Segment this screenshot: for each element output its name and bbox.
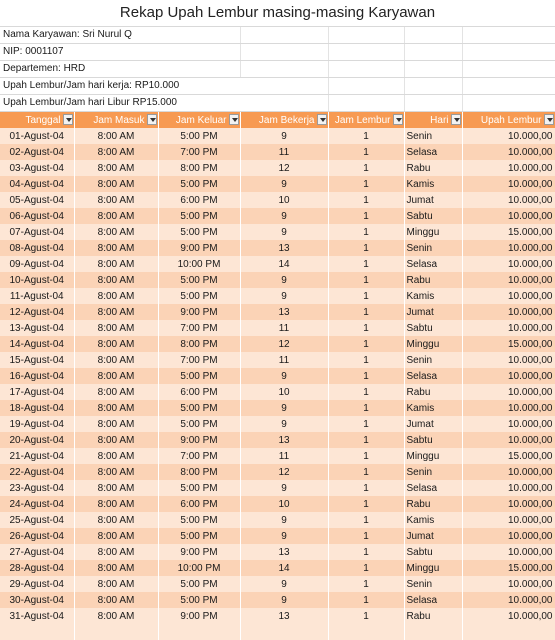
table-row [0,544,555,560]
cell-jam-keluar[interactable]: 5:00 PM [158,288,240,304]
cell-tanggal[interactable]: 25-Agust-04 [0,512,74,528]
cell-tanggal[interactable]: 06-Agust-04 [0,208,74,224]
cell-upah-lembur[interactable]: 15.000,00 [462,448,555,464]
table-row [0,608,555,624]
cell-jam-masuk[interactable]: 8:00 AM [74,512,158,528]
cell-jam-keluar[interactable]: 5:00 PM [158,272,240,288]
cell-jam-keluar[interactable]: 6:00 PM [158,384,240,400]
empty-cell[interactable] [240,624,328,640]
cell-jam-lembur[interactable]: 1 [328,432,404,448]
cell-hari[interactable]: Senin [404,128,462,144]
employee-nip-text: NIP: 0001107 [3,46,64,57]
cell-tanggal[interactable]: 03-Agust-04 [0,160,74,176]
cell-jam-lembur[interactable]: 1 [328,512,404,528]
cell-upah-lembur[interactable]: 10.000,00 [462,496,555,512]
table-row [0,448,555,464]
cell-hari[interactable]: Jumat [404,416,462,432]
cell-tanggal[interactable]: 08-Agust-04 [0,240,74,256]
empty-cell[interactable] [462,624,555,640]
table-header-row [0,112,555,128]
cell-jam-keluar[interactable]: 5:00 PM [158,576,240,592]
filter-dropdown-icon[interactable] [393,114,403,125]
cell-jam-lembur[interactable]: 1 [328,592,404,608]
cell-upah-lembur[interactable]: 10.000,00 [462,592,555,608]
cell-upah-lembur[interactable]: 10.000,00 [462,192,555,208]
table-row [0,384,555,400]
cell-hari[interactable]: Senin [404,352,462,368]
cell-tanggal[interactable]: 01-Agust-04 [0,128,74,144]
filter-dropdown-icon[interactable] [317,114,327,125]
table-row [0,160,555,176]
cell-hari[interactable]: Minggu [404,448,462,464]
cell-upah-lembur[interactable]: 10.000,00 [462,432,555,448]
cell-jam-masuk[interactable]: 8:00 AM [74,400,158,416]
cell-jam-keluar[interactable]: 5:00 PM [158,400,240,416]
cell-tanggal[interactable]: 22-Agust-04 [0,464,74,480]
cell-jam-masuk[interactable]: 8:00 AM [74,272,158,288]
col-header-hari[interactable] [404,112,462,128]
cell-jam-bekerja[interactable]: 9 [240,128,328,144]
table-row [0,528,555,544]
table-row [0,560,555,576]
cell-hari[interactable]: Sabtu [404,544,462,560]
cell-jam-masuk[interactable]: 8:00 AM [74,304,158,320]
cell-tanggal[interactable]: 11-Agust-04 [0,288,74,304]
cell-hari[interactable]: Jumat [404,304,462,320]
cell-jam-keluar[interactable]: 10:00 PM [158,560,240,576]
cell-tanggal[interactable]: 07-Agust-04 [0,224,74,240]
cell-tanggal[interactable]: 12-Agust-04 [0,304,74,320]
cell-jam-lembur[interactable]: 1 [328,496,404,512]
cell-jam-lembur[interactable]: 1 [328,144,404,160]
empty-row [0,624,555,640]
cell-jam-bekerja[interactable]: 11 [240,352,328,368]
cell-jam-lembur[interactable]: 1 [328,288,404,304]
cell-jam-bekerja[interactable]: 10 [240,192,328,208]
cell-tanggal[interactable]: 27-Agust-04 [0,544,74,560]
cell-jam-bekerja[interactable]: 12 [240,464,328,480]
cell-jam-bekerja[interactable]: 13 [240,608,328,624]
cell-upah-lembur[interactable]: 15.000,00 [462,224,555,240]
cell-jam-lembur[interactable]: 1 [328,528,404,544]
cell-hari[interactable]: Minggu [404,224,462,240]
col-header-jam-masuk[interactable] [74,112,158,128]
cell-upah-lembur[interactable]: 15.000,00 [462,336,555,352]
cell-jam-keluar[interactable]: 5:00 PM [158,176,240,192]
overtime-rate-holiday [0,95,555,112]
cell-hari[interactable]: Rabu [404,160,462,176]
col-header-label: Hari [430,114,449,126]
col-header-jam-bekerja[interactable] [240,112,328,128]
cell-jam-masuk[interactable]: 8:00 AM [74,144,158,160]
table-row [0,368,555,384]
col-header-label: Jam Lembur [334,114,391,126]
cell-tanggal[interactable]: 17-Agust-04 [0,384,74,400]
cell-jam-masuk[interactable]: 8:00 AM [74,256,158,272]
cell-jam-bekerja[interactable]: 11 [240,144,328,160]
cell-jam-masuk[interactable]: 8:00 AM [74,544,158,560]
cell-upah-lembur[interactable]: 10.000,00 [462,512,555,528]
table-row [0,192,555,208]
cell-jam-masuk[interactable]: 8:00 AM [74,576,158,592]
table-row [0,464,555,480]
cell-jam-bekerja[interactable]: 13 [240,432,328,448]
cell-jam-masuk[interactable]: 8:00 AM [74,384,158,400]
cell-tanggal[interactable]: 02-Agust-04 [0,144,74,160]
col-header-label: Jam Masuk [93,114,145,126]
cell-jam-keluar[interactable]: 9:00 PM [158,608,240,624]
cell-upah-lembur[interactable]: 10.000,00 [462,400,555,416]
cell-upah-lembur[interactable]: 10.000,00 [462,320,555,336]
cell-jam-bekerja[interactable]: 9 [240,576,328,592]
cell-jam-bekerja[interactable]: 14 [240,560,328,576]
cell-tanggal[interactable]: 14-Agust-04 [0,336,74,352]
table-row [0,320,555,336]
cell-hari[interactable]: Selasa [404,144,462,160]
col-header-upah-lembur[interactable] [462,112,555,128]
cell-jam-lembur[interactable]: 1 [328,448,404,464]
cell-jam-keluar[interactable]: 5:00 PM [158,224,240,240]
cell-tanggal[interactable]: 19-Agust-04 [0,416,74,432]
cell-jam-lembur[interactable]: 1 [328,368,404,384]
table-row [0,336,555,352]
cell-jam-lembur[interactable]: 1 [328,176,404,192]
cell-jam-keluar[interactable]: 5:00 PM [158,128,240,144]
cell-hari[interactable]: Selasa [404,592,462,608]
cell-upah-lembur[interactable]: 10.000,00 [462,160,555,176]
cell-jam-masuk[interactable]: 8:00 AM [74,608,158,624]
cell-tanggal[interactable]: 21-Agust-04 [0,448,74,464]
cell-hari[interactable]: Minggu [404,560,462,576]
cell-hari[interactable]: Kamis [404,176,462,192]
cell-jam-lembur[interactable]: 1 [328,272,404,288]
cell-hari[interactable]: Rabu [404,272,462,288]
cell-jam-bekerja[interactable]: 9 [240,176,328,192]
cell-jam-keluar[interactable]: 10:00 PM [158,256,240,272]
cell-jam-masuk[interactable]: 8:00 AM [74,592,158,608]
table-row [0,400,555,416]
sheet-title: Rekap Upah Lembur masing-masing Karyawan [0,0,555,27]
cell-jam-bekerja[interactable]: 13 [240,544,328,560]
filter-dropdown-icon[interactable] [229,114,239,125]
cell-jam-keluar[interactable]: 9:00 PM [158,544,240,560]
cell-jam-keluar[interactable]: 5:00 PM [158,416,240,432]
cell-jam-masuk[interactable]: 8:00 AM [74,368,158,384]
cell-hari[interactable]: Kamis [404,400,462,416]
cell-jam-keluar[interactable]: 7:00 PM [158,352,240,368]
cell-hari[interactable]: Sabtu [404,208,462,224]
col-header-jam-keluar[interactable] [158,112,240,128]
cell-tanggal[interactable]: 29-Agust-04 [0,576,74,592]
cell-jam-bekerja[interactable]: 9 [240,208,328,224]
cell-jam-bekerja[interactable]: 9 [240,288,328,304]
cell-tanggal[interactable]: 10-Agust-04 [0,272,74,288]
cell-hari[interactable]: Selasa [404,368,462,384]
cell-jam-lembur[interactable]: 1 [328,320,404,336]
cell-jam-bekerja[interactable]: 9 [240,480,328,496]
col-header-label: Jam Bekerja [258,114,315,126]
cell-tanggal[interactable]: 05-Agust-04 [0,192,74,208]
cell-jam-lembur[interactable]: 1 [328,336,404,352]
cell-jam-keluar[interactable]: 5:00 PM [158,208,240,224]
cell-jam-masuk[interactable]: 8:00 AM [74,448,158,464]
cell-jam-keluar[interactable]: 6:00 PM [158,496,240,512]
cell-tanggal[interactable]: 04-Agust-04 [0,176,74,192]
cell-jam-bekerja[interactable]: 9 [240,224,328,240]
cell-jam-masuk[interactable]: 8:00 AM [74,208,158,224]
cell-jam-lembur[interactable]: 1 [328,192,404,208]
cell-jam-bekerja[interactable]: 10 [240,496,328,512]
cell-upah-lembur[interactable]: 10.000,00 [462,176,555,192]
cell-upah-lembur[interactable]: 15.000,00 [462,560,555,576]
cell-jam-lembur[interactable]: 1 [328,544,404,560]
col-header-label: Tanggal [25,114,61,126]
table-row [0,128,555,144]
cell-jam-lembur[interactable]: 1 [328,208,404,224]
cell-jam-masuk[interactable]: 8:00 AM [74,176,158,192]
cell-jam-bekerja[interactable]: 10 [240,384,328,400]
table-row [0,512,555,528]
cell-hari[interactable]: Selasa [404,480,462,496]
cell-jam-bekerja[interactable]: 9 [240,592,328,608]
cell-hari[interactable]: Selasa [404,256,462,272]
employee-nip [0,44,555,61]
cell-jam-keluar[interactable]: 5:00 PM [158,512,240,528]
cell-upah-lembur[interactable]: 10.000,00 [462,272,555,288]
cell-tanggal[interactable]: 13-Agust-04 [0,320,74,336]
cell-upah-lembur[interactable]: 10.000,00 [462,384,555,400]
cell-hari[interactable]: Kamis [404,288,462,304]
cell-upah-lembur[interactable]: 10.000,00 [462,464,555,480]
cell-jam-lembur[interactable]: 1 [328,352,404,368]
cell-jam-lembur[interactable]: 1 [328,576,404,592]
empty-cell[interactable] [0,624,74,640]
cell-jam-lembur[interactable]: 1 [328,384,404,400]
col-header-label: Jam Keluar [175,114,227,126]
cell-jam-lembur[interactable]: 1 [328,240,404,256]
cell-hari[interactable]: Sabtu [404,432,462,448]
cell-jam-masuk[interactable]: 8:00 AM [74,432,158,448]
cell-jam-bekerja[interactable]: 9 [240,400,328,416]
cell-jam-lembur[interactable]: 1 [328,416,404,432]
cell-jam-lembur[interactable]: 1 [328,304,404,320]
table-row [0,480,555,496]
table-row [0,208,555,224]
table-row [0,224,555,240]
col-header-tanggal[interactable] [0,112,74,128]
cell-jam-keluar[interactable]: 9:00 PM [158,240,240,256]
employee-name [0,27,555,44]
cell-jam-masuk[interactable]: 8:00 AM [74,320,158,336]
cell-jam-masuk[interactable]: 8:00 AM [74,496,158,512]
table-row [0,272,555,288]
cell-jam-keluar[interactable]: 8:00 PM [158,160,240,176]
cell-tanggal[interactable]: 26-Agust-04 [0,528,74,544]
filter-dropdown-icon[interactable] [63,114,73,125]
cell-upah-lembur[interactable]: 10.000,00 [462,256,555,272]
overtime-rate-workday [0,78,555,95]
table-row [0,496,555,512]
cell-jam-lembur[interactable]: 1 [328,256,404,272]
cell-jam-masuk[interactable]: 8:00 AM [74,128,158,144]
cell-hari[interactable]: Jumat [404,192,462,208]
cell-jam-lembur[interactable]: 1 [328,480,404,496]
cell-jam-masuk[interactable]: 8:00 AM [74,416,158,432]
table-row [0,416,555,432]
cell-jam-bekerja[interactable]: 12 [240,336,328,352]
cell-hari[interactable]: Kamis [404,512,462,528]
cell-jam-keluar[interactable]: 9:00 PM [158,304,240,320]
table-row [0,256,555,272]
employee-name-text: Nama Karyawan: Sri Nurul Q [3,29,132,40]
cell-jam-keluar[interactable]: 8:00 PM [158,336,240,352]
cell-jam-masuk[interactable]: 8:00 AM [74,240,158,256]
table-row [0,432,555,448]
cell-hari[interactable]: Rabu [404,608,462,624]
cell-upah-lembur[interactable]: 10.000,00 [462,128,555,144]
table-row [0,288,555,304]
cell-jam-bekerja[interactable]: 9 [240,272,328,288]
cell-tanggal[interactable]: 28-Agust-04 [0,560,74,576]
cell-upah-lembur[interactable]: 10.000,00 [462,416,555,432]
employee-department [0,61,555,78]
cell-jam-lembur[interactable]: 1 [328,608,404,624]
cell-upah-lembur[interactable]: 10.000,00 [462,352,555,368]
cell-tanggal[interactable]: 15-Agust-04 [0,352,74,368]
cell-jam-bekerja[interactable]: 9 [240,512,328,528]
empty-cell[interactable] [404,624,462,640]
cell-upah-lembur[interactable]: 10.000,00 [462,528,555,544]
cell-jam-bekerja[interactable]: 12 [240,160,328,176]
cell-jam-bekerja[interactable]: 13 [240,240,328,256]
cell-tanggal[interactable]: 23-Agust-04 [0,480,74,496]
cell-tanggal[interactable]: 09-Agust-04 [0,256,74,272]
table-row [0,240,555,256]
cell-jam-keluar[interactable]: 9:00 PM [158,432,240,448]
cell-upah-lembur[interactable]: 10.000,00 [462,480,555,496]
cell-jam-lembur[interactable]: 1 [328,400,404,416]
cell-upah-lembur[interactable]: 10.000,00 [462,208,555,224]
cell-upah-lembur[interactable]: 10.000,00 [462,608,555,624]
cell-jam-bekerja[interactable]: 13 [240,304,328,320]
cell-hari[interactable]: Jumat [404,528,462,544]
cell-jam-bekerja[interactable]: 9 [240,416,328,432]
cell-upah-lembur[interactable]: 10.000,00 [462,576,555,592]
cell-hari[interactable]: Minggu [404,336,462,352]
cell-tanggal[interactable]: 20-Agust-04 [0,432,74,448]
col-header-jam-lembur[interactable] [328,112,404,128]
cell-upah-lembur[interactable]: 10.000,00 [462,304,555,320]
cell-jam-keluar[interactable]: 7:00 PM [158,144,240,160]
cell-jam-masuk[interactable]: 8:00 AM [74,464,158,480]
cell-jam-masuk[interactable]: 8:00 AM [74,528,158,544]
cell-jam-bekerja[interactable]: 11 [240,448,328,464]
cell-jam-masuk[interactable]: 8:00 AM [74,560,158,576]
empty-cell[interactable] [158,624,240,640]
cell-jam-bekerja[interactable]: 14 [240,256,328,272]
cell-hari[interactable]: Senin [404,464,462,480]
cell-tanggal[interactable]: 24-Agust-04 [0,496,74,512]
cell-jam-keluar[interactable]: 8:00 PM [158,464,240,480]
cell-jam-lembur[interactable]: 1 [328,560,404,576]
cell-jam-lembur[interactable]: 1 [328,464,404,480]
table-row [0,176,555,192]
cell-jam-lembur[interactable]: 1 [328,224,404,240]
table-row [0,144,555,160]
overtime-rate-holiday-text: Upah Lembur/Jam hari Libur RP15.000 [3,97,177,108]
cell-jam-masuk[interactable]: 8:00 AM [74,288,158,304]
col-header-label: Upah Lembur [480,114,542,126]
overtime-table [0,112,555,640]
employee-department-text: Departemen: HRD [3,63,86,74]
cell-jam-lembur[interactable]: 1 [328,128,404,144]
cell-jam-masuk[interactable]: 8:00 AM [74,480,158,496]
cell-tanggal[interactable]: 16-Agust-04 [0,368,74,384]
cell-upah-lembur[interactable]: 10.000,00 [462,368,555,384]
cell-jam-keluar[interactable]: 7:00 PM [158,320,240,336]
cell-hari[interactable]: Rabu [404,384,462,400]
cell-jam-keluar[interactable]: 5:00 PM [158,368,240,384]
cell-jam-keluar[interactable]: 5:00 PM [158,592,240,608]
empty-cell[interactable] [328,624,404,640]
cell-upah-lembur[interactable]: 10.000,00 [462,144,555,160]
cell-tanggal[interactable]: 18-Agust-04 [0,400,74,416]
cell-tanggal[interactable]: 30-Agust-04 [0,592,74,608]
filter-dropdown-icon[interactable] [544,114,554,125]
overtime-rate-workday-text: Upah Lembur/Jam hari kerja: RP10.000 [3,80,180,91]
cell-jam-bekerja[interactable]: 11 [240,320,328,336]
empty-cell[interactable] [74,624,158,640]
cell-upah-lembur[interactable]: 10.000,00 [462,240,555,256]
cell-jam-lembur[interactable]: 1 [328,160,404,176]
cell-jam-keluar[interactable]: 5:00 PM [158,480,240,496]
filter-dropdown-icon[interactable] [451,114,461,125]
cell-jam-masuk[interactable]: 8:00 AM [74,336,158,352]
cell-jam-masuk[interactable]: 8:00 AM [74,160,158,176]
cell-upah-lembur[interactable]: 10.000,00 [462,288,555,304]
cell-hari[interactable]: Rabu [404,496,462,512]
cell-jam-masuk[interactable]: 8:00 AM [74,352,158,368]
table-row [0,352,555,368]
table-row [0,304,555,320]
cell-jam-bekerja[interactable]: 9 [240,368,328,384]
cell-upah-lembur[interactable]: 10.000,00 [462,544,555,560]
cell-jam-keluar[interactable]: 5:00 PM [158,528,240,544]
cell-jam-masuk[interactable]: 8:00 AM [74,224,158,240]
filter-dropdown-icon[interactable] [147,114,157,125]
cell-jam-keluar[interactable]: 6:00 PM [158,192,240,208]
cell-tanggal[interactable]: 31-Agust-04 [0,608,74,624]
table-row [0,576,555,592]
cell-jam-bekerja[interactable]: 9 [240,528,328,544]
cell-hari[interactable]: Senin [404,240,462,256]
cell-hari[interactable]: Sabtu [404,320,462,336]
cell-jam-masuk[interactable]: 8:00 AM [74,192,158,208]
cell-jam-keluar[interactable]: 7:00 PM [158,448,240,464]
cell-hari[interactable]: Senin [404,576,462,592]
table-row [0,592,555,608]
